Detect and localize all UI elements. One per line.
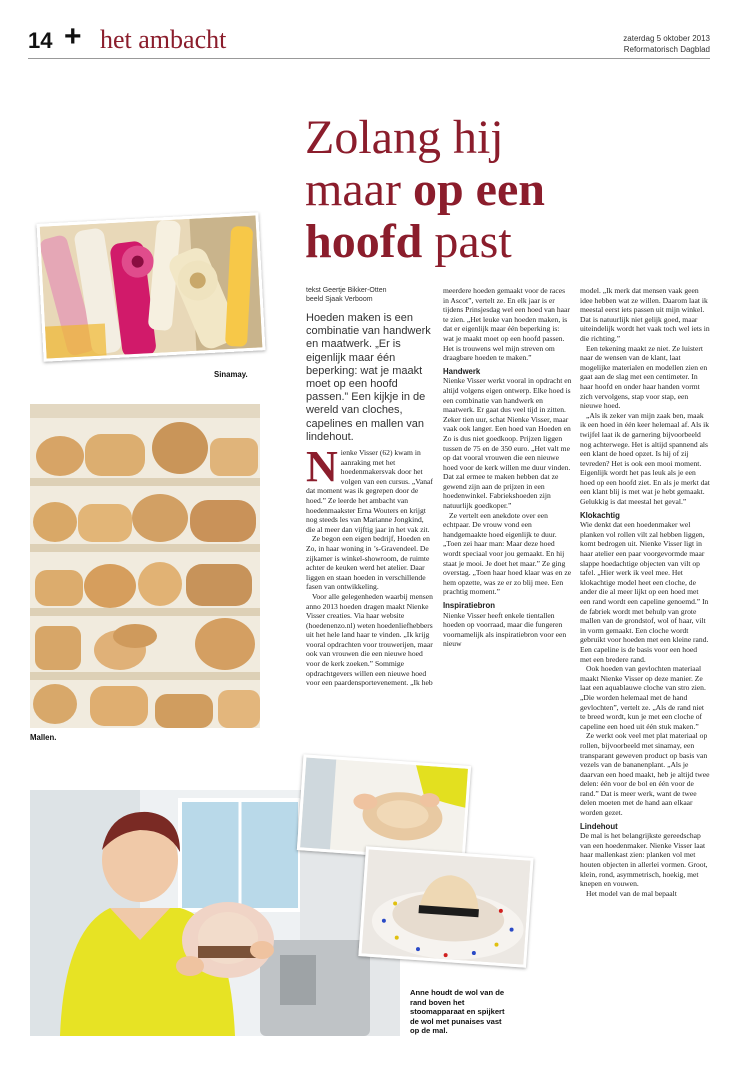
paragraph: Nienke Visser werkt vooral in opdracht en altijd volgens eigen ontwerp. Elke hoed is een combinatie van handwerk en maatwerk. Er gaat dus veel tijd in zitten. Zeker tien uur, schat Nienke Visser, maar vaak ook langer. Een hoed van Hoeden en Zo is dus niet goedkoop. Prijzen liggen tussen de 75 en de 350 euro. „Het valt me op dat vooral vrouwen die een nieuwe hoed voor de kerk willen me duur vinden. Dat zal ermee te maken hebben dat ze gewend zijn aan de prijzen in een hoedenwinkel. Fabriekshoeden zijn natuurlijk goedkoper.” xyxy=(443,376,572,511)
caption-sinamay: Sinamay. xyxy=(214,370,248,379)
byline-photo: beeld Sjaak Verboom xyxy=(306,296,373,303)
article-column-2 xyxy=(443,286,572,649)
paragraph: Wie denkt dat een hoedenmaker wel planken vol rollen vilt zal hebben liggen, komt bedrogen uit. Nienke Visser ligt in haar atelier een paar voorgevormde maar slappe hoedachtige objecten van vilt op tafel. „Hier werk ik veel mee. Het klokachtige model heet een cloche, de ander die al meer lijkt op een hoed met een rand wordt een capeline genoemd.” In de fabriek wordt met behulp van grote mallen van de grondstof, wol of haar, vilt in vorm gemaakt. Een cloche wordt gebruikt voor hoeden met een kleine rand. Een capeline is de basis voor een hoed met een bredere rand. xyxy=(580,520,709,664)
caption-mallen: Mallen. xyxy=(30,733,57,742)
section-title: het ambacht xyxy=(100,25,227,54)
drop-cap: N xyxy=(306,442,338,491)
paragraph: Ze vertelt een anekdote over een echtpaar. De vrouw vond een handgemaakte hoed eigenlijk te duur. „Toen zei haar man: Maar deze hoed wordt speciaal voor jou gemaakt. En hij staat je mooi. Je doet het maar.” Ze ging overstag. „Toen haar hoed klaar was en ze hem opzette, was ze er zo blij mee. Een prachtig moment.” xyxy=(443,510,572,597)
byline xyxy=(306,286,387,304)
paragraph: Nienke Visser heeft enkele tientallen hoeden op voorraad, maar die fungeren voornamelijk als inspiratiebron voor een nieuw xyxy=(443,610,567,649)
headline-line-3: hoofd past xyxy=(305,215,512,268)
headline-line-1: Zolang hij xyxy=(305,111,504,164)
subheading-handwerk: Handwerk xyxy=(443,366,481,376)
paragraph: Voor alle gelegenheden waarbij mensen anno 2013 hoeden dragen maakt Nienke Visser creaties. Via haar website (hoedenenzo.nl) weten hoedenliefhebbers uit het hele land haar te vinden. „Ik krijg vooral opdrachten voor trouwerijen, maar ook van vrouwen die een nieuwe hoed voor de kerk zoeken.” Sommige opdrachtgevers willen een nieuwe hoed voor een paardensportevenement. „Ik heb xyxy=(306,591,433,688)
paragraph: Ze werkt ook veel met plat materiaal op rollen, bijvoorbeeld met sinamay, een transparant geweven product op basis van vezels van de bananenplant. „Als je daarvan een hoed maakt, heb je altijd twee delen: één voor de bol en één voor de rand.” Dat is meer werk, want de twee delen moeten met de hand aan elkaar worden gezet. xyxy=(580,731,710,818)
subheading-inspiratiebron: Inspiratiebron xyxy=(443,601,495,610)
headline xyxy=(305,112,725,268)
paragraph: meerdere hoeden gemaakt voor de races in Ascot”, vertelt ze. En elk jaar is er tijdens Prinsjesdag wel een hoed van haar te zien. „Het leuke van hoeden maken, is dat er eigenlijk maar één beperking is: wat je maakt moet op een hoofd passen. Het is trouwens wel mijn streven om draagbare hoeden te maken.” xyxy=(443,286,570,363)
caption-anne: Anne houdt de wol van de rand boven het stoomapparaat en spijkert de wol met punaises vast op de mal. xyxy=(410,988,505,1036)
intro-paragraph: Hoeden maken is een combinatie van handwerk en maatwerk. „Er is eigenlijk maar één beperking: wat je maakt moet op een hoofd passen.” Een kijkje in de wereld van cloches, capelines en mallen van lindehout. xyxy=(306,312,431,443)
subheading-lindehout: Lindehout xyxy=(580,821,618,831)
paragraph: Ook hoeden van gevlochten materiaal maakt Nienke Visser op deze manier. Ze laat een aquablauwe cloche van stro zien. „Die worden helemaal met de hand gevlochten”, vertelt ze. „Als de rand niet te breed wordt, kun je met een cloche of capeline een hoed uit één stuk maken.” xyxy=(580,664,706,731)
headline-line-2: maar op een xyxy=(305,163,545,216)
paragraph: model. „Ik merk dat mensen vaak geen idee hebben wat ze willen. Daarom laat ik meestal eerst iets passen uit mijn winkel. Dat is natuurlijk niet gelijk goed, maar uiteindelijk wordt het vaak toch wel iets in die richting.” xyxy=(580,286,710,343)
byline-text: tekst Geertje Bikker-Otten xyxy=(306,287,387,294)
article-column-1 xyxy=(306,442,434,688)
header-rule xyxy=(28,58,710,59)
page-number: 14 xyxy=(28,28,53,53)
plus-icon: + xyxy=(64,20,82,53)
pinned-hat-photo xyxy=(358,846,533,967)
paragraph: „Als ik zeker van mijn zaak ben, maak ik een hoed in één keer helemaal af. Als ik twijfel laat ik de garnering bijvoorbeeld nog achterwege. Het is altijd spannend als een klant de hoed opzet. Is hij of zij tevreden? Het is ook een mooi moment. Eigenlijk wordt het pas leuk als je een hoed op een hoofd ziet. En als je merkt dat een klant blij is met wat je hebt gemaakt. Gelukkig is dat meestal het geval.” xyxy=(580,410,710,507)
paragraph: Een tekening maakt ze niet. Ze luistert naar de wensen van de klant, laat mogelijke materialen en modellen zien en gaat aan de slag met een centimeter. In haar hoofd en onder haar handen vormt zich vervolgens, stap voor stap, een nieuwe hoed. xyxy=(580,343,708,411)
sinamay-photo xyxy=(37,212,266,361)
hands-inset-photo xyxy=(297,754,471,861)
paragraph: De mal is het belangrijkste gereedschap van een hoedenmaker. Nienke Visser laat haar mallenkast zien: planken vol met houten objecten in allerlei vormen. Groot, klein, rond, asymmetrisch, hoekig, met knepen en vouwen. xyxy=(580,831,708,889)
paragraph: Nienke Visser (62) kwam in aanraking met het hoedenmakersvak door het volgen van een cursus. „Vanaf dat moment was ik gegrepen door de hoed.” Ze leerde het ambacht van hoedenmaakster Erna Wouters en krijgt nog steeds les van Marianne Jongkind, die al meer dan vijftig jaar in het vak zit. xyxy=(306,442,433,534)
subheading-klokachtig: Klokachtig xyxy=(580,510,620,520)
article-column-3 xyxy=(580,286,710,898)
publication-name: Reformatorisch Dagblad xyxy=(623,45,710,54)
paragraph: Het model van de mal bepaalt xyxy=(586,888,677,898)
issue-date: zaterdag 5 oktober 2013 xyxy=(623,34,710,43)
mallen-photo xyxy=(30,404,260,728)
paragraph: Ze begon een eigen bedrijf, Hoeden en Zo, in haar woning in ’s-Gravendeel. De zijkamer is winkel-showroom, de ruimte achter de keuken werd het atelier. Daar liggen en staan hoeden in verschillende fasen van ontwikkeling. xyxy=(306,534,430,592)
